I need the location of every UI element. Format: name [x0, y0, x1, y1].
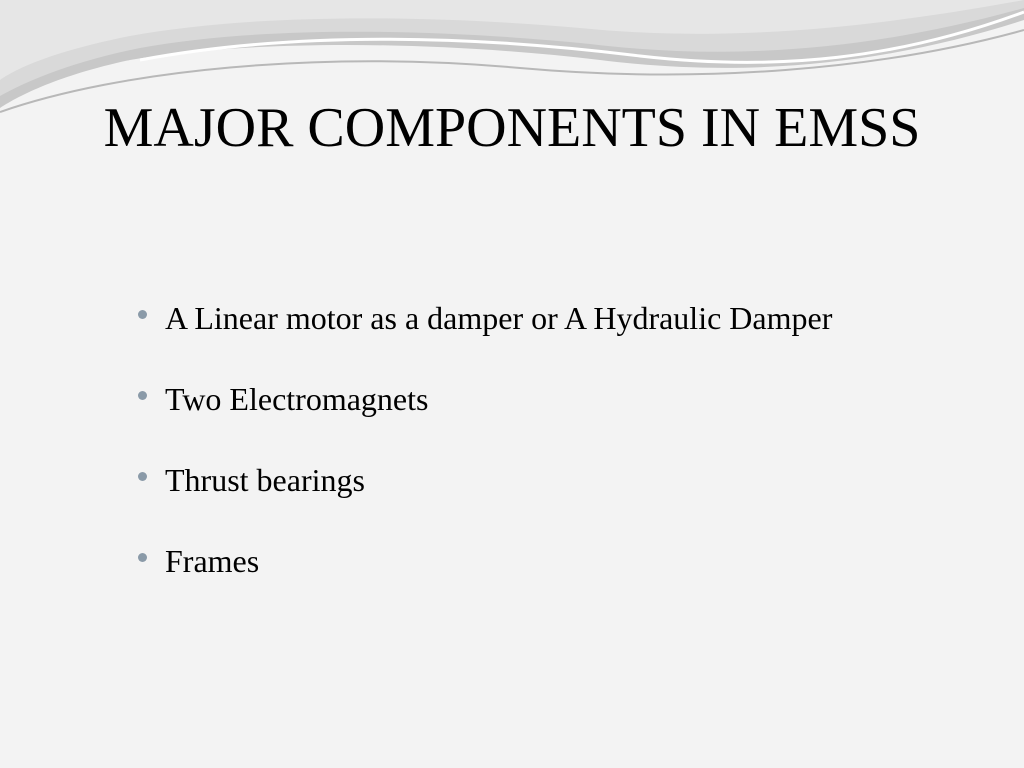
bullet-item — [136, 444, 896, 516]
bullet-text: Thrust bearings — [165, 462, 365, 498]
bullet-dot-icon — [138, 472, 147, 481]
bullet-text: A Linear motor as a damper or A Hydraulic Damper — [165, 300, 833, 336]
bullet-dot-icon — [138, 391, 147, 400]
bullet-item — [136, 525, 896, 597]
bullet-list — [136, 282, 896, 606]
bullet-item — [136, 363, 896, 435]
slide-title: MAJOR COMPONENTS IN EMSS — [103, 97, 921, 159]
bullet-dot-icon — [138, 553, 147, 562]
bullet-item — [136, 282, 896, 354]
bullet-dot-icon — [138, 310, 147, 319]
bullet-text: Two Electromagnets — [165, 381, 429, 417]
bullet-text: Frames — [165, 543, 260, 579]
